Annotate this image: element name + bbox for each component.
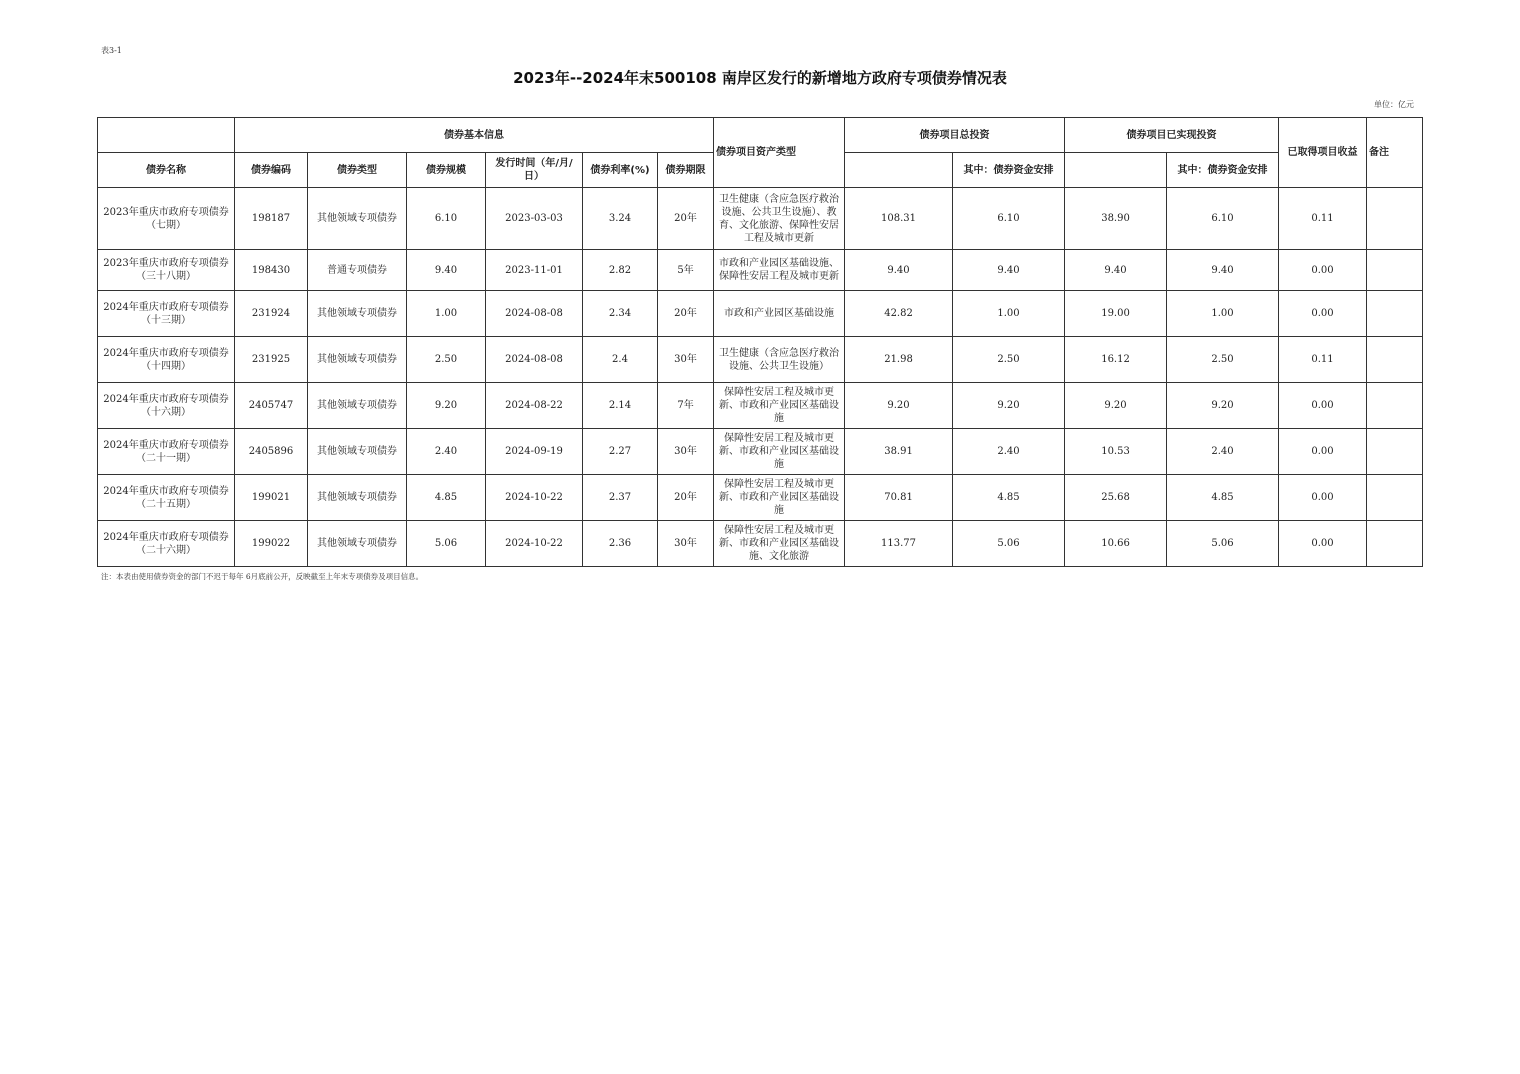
- header-total-bond-part: 其中：债券资金安排: [953, 153, 1065, 188]
- cell-realized: 25.68: [1065, 475, 1167, 521]
- cell-total: 9.20: [845, 383, 953, 429]
- header-rate: 债券利率(%): [583, 153, 658, 188]
- cell-code: 198187: [235, 188, 308, 250]
- cell-rate: 2.27: [583, 429, 658, 475]
- cell-code: 198430: [235, 250, 308, 291]
- cell-rate: 2.14: [583, 383, 658, 429]
- cell-asset: 卫生健康（含应急医疗救治设施、公共卫生设施）: [714, 337, 845, 383]
- cell-total-bond: 5.06: [953, 521, 1065, 567]
- cell-type: 其他领域专项债券: [308, 383, 407, 429]
- cell-remark: [1367, 383, 1423, 429]
- header-realized-investment: 债券项目已实现投资: [1065, 118, 1279, 153]
- table-row: [98, 291, 1423, 337]
- table-row: [98, 475, 1423, 521]
- header-remark: 备注: [1367, 118, 1423, 188]
- cell-rate: 2.82: [583, 250, 658, 291]
- cell-term: 30年: [658, 521, 714, 567]
- cell-term: 30年: [658, 337, 714, 383]
- cell-scale: 2.40: [407, 429, 486, 475]
- cell-asset: 市政和产业园区基础设施: [714, 291, 845, 337]
- cell-name: 2024年重庆市政府专项债券（二十六期）: [98, 521, 235, 567]
- cell-total-bond: 4.85: [953, 475, 1065, 521]
- cell-asset: 卫生健康（含应急医疗救治设施、公共卫生设施）、教育、文化旅游、保障性安居工程及城市更新: [714, 188, 845, 250]
- cell-total: 42.82: [845, 291, 953, 337]
- cell-total: 108.31: [845, 188, 953, 250]
- cell-date: 2024-10-22: [486, 475, 583, 521]
- unit-label: 单位：亿元: [1374, 100, 1414, 109]
- page-title: 2023年--2024年末500108 南岸区发行的新增地方政府专项债券情况表: [513, 69, 1007, 87]
- cell-date: 2023-03-03: [486, 188, 583, 250]
- cell-code: 199021: [235, 475, 308, 521]
- header-realized-bond-part: 其中：债券资金安排: [1167, 153, 1279, 188]
- cell-name: 2024年重庆市政府专项债券（二十一期）: [98, 429, 235, 475]
- cell-rate: 2.37: [583, 475, 658, 521]
- cell-realized-bond: 5.06: [1167, 521, 1279, 567]
- cell-type: 其他领域专项债券: [308, 429, 407, 475]
- cell-income: 0.00: [1279, 475, 1367, 521]
- cell-code: 199022: [235, 521, 308, 567]
- cell-name: 2023年重庆市政府专项债券（七期）: [98, 188, 235, 250]
- cell-scale: 9.40: [407, 250, 486, 291]
- cell-type: 其他领域专项债券: [308, 291, 407, 337]
- cell-asset: 保障性安居工程及城市更新、市政和产业园区基础设施: [714, 429, 845, 475]
- cell-realized-bond: 6.10: [1167, 188, 1279, 250]
- cell-remark: [1367, 250, 1423, 291]
- table-row: [98, 429, 1423, 475]
- table-row: [98, 250, 1423, 291]
- cell-total-bond: 9.20: [953, 383, 1065, 429]
- table-row: [98, 383, 1423, 429]
- cell-asset: 保障性安居工程及城市更新、市政和产业园区基础设施、文化旅游: [714, 521, 845, 567]
- cell-income: 0.00: [1279, 383, 1367, 429]
- header-row-1: [98, 118, 1423, 153]
- cell-income: 0.00: [1279, 429, 1367, 475]
- cell-term: 7年: [658, 383, 714, 429]
- cell-date: 2024-08-22: [486, 383, 583, 429]
- cell-income: 0.11: [1279, 188, 1367, 250]
- cell-realized-bond: 9.40: [1167, 250, 1279, 291]
- cell-asset: 保障性安居工程及城市更新、市政和产业园区基础设施: [714, 475, 845, 521]
- footnote: 注：本表由使用债券资金的部门不迟于每年 6月底前公开，反映截至上年末专项债券及项目信息。: [101, 572, 424, 581]
- cell-remark: [1367, 429, 1423, 475]
- cell-realized: 10.53: [1065, 429, 1167, 475]
- cell-date: 2024-08-08: [486, 291, 583, 337]
- table-row: [98, 337, 1423, 383]
- cell-scale: 5.06: [407, 521, 486, 567]
- header-issue-date: 发行时间（年/月/日）: [486, 153, 583, 188]
- cell-income: 0.11: [1279, 337, 1367, 383]
- cell-income: 0.00: [1279, 250, 1367, 291]
- cell-total: 38.91: [845, 429, 953, 475]
- cell-total-bond: 6.10: [953, 188, 1065, 250]
- cell-code: 2405747: [235, 383, 308, 429]
- cell-total: 70.81: [845, 475, 953, 521]
- cell-rate: 2.36: [583, 521, 658, 567]
- cell-type: 普通专项债券: [308, 250, 407, 291]
- cell-total: 9.40: [845, 250, 953, 291]
- cell-scale: 1.00: [407, 291, 486, 337]
- cell-total-bond: 2.40: [953, 429, 1065, 475]
- header-asset-type: 债券项目资产类型: [714, 118, 845, 188]
- cell-scale: 2.50: [407, 337, 486, 383]
- cell-name: 2024年重庆市政府专项债券（十四期）: [98, 337, 235, 383]
- table-row: [98, 521, 1423, 567]
- cell-asset: 市政和产业园区基础设施、保障性安居工程及城市更新: [714, 250, 845, 291]
- header-term: 债券期限: [658, 153, 714, 188]
- cell-income: 0.00: [1279, 291, 1367, 337]
- cell-type: 其他领域专项债券: [308, 188, 407, 250]
- cell-total: 113.77: [845, 521, 953, 567]
- cell-scale: 6.10: [407, 188, 486, 250]
- header-code: 债券编码: [235, 153, 308, 188]
- cell-type: 其他领域专项债券: [308, 521, 407, 567]
- cell-name: 2023年重庆市政府专项债券（三十八期）: [98, 250, 235, 291]
- cell-date: 2024-08-08: [486, 337, 583, 383]
- cell-total-bond: 9.40: [953, 250, 1065, 291]
- cell-date: 2024-10-22: [486, 521, 583, 567]
- cell-asset: 保障性安居工程及城市更新、市政和产业园区基础设施: [714, 383, 845, 429]
- cell-scale: 4.85: [407, 475, 486, 521]
- cell-code: 231925: [235, 337, 308, 383]
- cell-code: 231924: [235, 291, 308, 337]
- cell-realized-bond: 1.00: [1167, 291, 1279, 337]
- cell-remark: [1367, 337, 1423, 383]
- cell-realized: 16.12: [1065, 337, 1167, 383]
- header-basic-info: 债券基本信息: [235, 118, 714, 153]
- header-type: 债券类型: [308, 153, 407, 188]
- cell-realized-bond: 2.40: [1167, 429, 1279, 475]
- cell-realized-bond: 4.85: [1167, 475, 1279, 521]
- cell-realized-bond: 2.50: [1167, 337, 1279, 383]
- cell-term: 5年: [658, 250, 714, 291]
- cell-remark: [1367, 291, 1423, 337]
- cell-type: 其他领域专项债券: [308, 337, 407, 383]
- cell-total: 21.98: [845, 337, 953, 383]
- header-total-blank: [845, 153, 953, 188]
- cell-rate: 2.34: [583, 291, 658, 337]
- table-row: [98, 188, 1423, 250]
- cell-rate: 3.24: [583, 188, 658, 250]
- cell-date: 2024-09-19: [486, 429, 583, 475]
- cell-total-bond: 2.50: [953, 337, 1065, 383]
- cell-income: 0.00: [1279, 521, 1367, 567]
- cell-realized-bond: 9.20: [1167, 383, 1279, 429]
- cell-term: 30年: [658, 429, 714, 475]
- cell-name: 2024年重庆市政府专项债券（十三期）: [98, 291, 235, 337]
- cell-term: 20年: [658, 475, 714, 521]
- header-total-investment: 债券项目总投资: [845, 118, 1065, 153]
- cell-code: 2405896: [235, 429, 308, 475]
- cell-realized: 9.40: [1065, 250, 1167, 291]
- cell-date: 2023-11-01: [486, 250, 583, 291]
- cell-scale: 9.20: [407, 383, 486, 429]
- sheet-label: 表3-1: [101, 46, 122, 55]
- cell-realized: 10.66: [1065, 521, 1167, 567]
- header-blank: [98, 118, 235, 153]
- cell-type: 其他领域专项债券: [308, 475, 407, 521]
- cell-remark: [1367, 188, 1423, 250]
- cell-name: 2024年重庆市政府专项债券（二十五期）: [98, 475, 235, 521]
- bond-table: [97, 117, 1423, 567]
- header-income: 已取得项目收益: [1279, 118, 1367, 188]
- header-name: 债券名称: [98, 153, 235, 188]
- cell-term: 20年: [658, 188, 714, 250]
- cell-name: 2024年重庆市政府专项债券（十六期）: [98, 383, 235, 429]
- cell-realized: 38.90: [1065, 188, 1167, 250]
- header-realized-blank: [1065, 153, 1167, 188]
- header-scale: 债券规模: [407, 153, 486, 188]
- cell-rate: 2.4: [583, 337, 658, 383]
- cell-realized: 9.20: [1065, 383, 1167, 429]
- cell-remark: [1367, 521, 1423, 567]
- cell-remark: [1367, 475, 1423, 521]
- cell-total-bond: 1.00: [953, 291, 1065, 337]
- cell-realized: 19.00: [1065, 291, 1167, 337]
- cell-term: 20年: [658, 291, 714, 337]
